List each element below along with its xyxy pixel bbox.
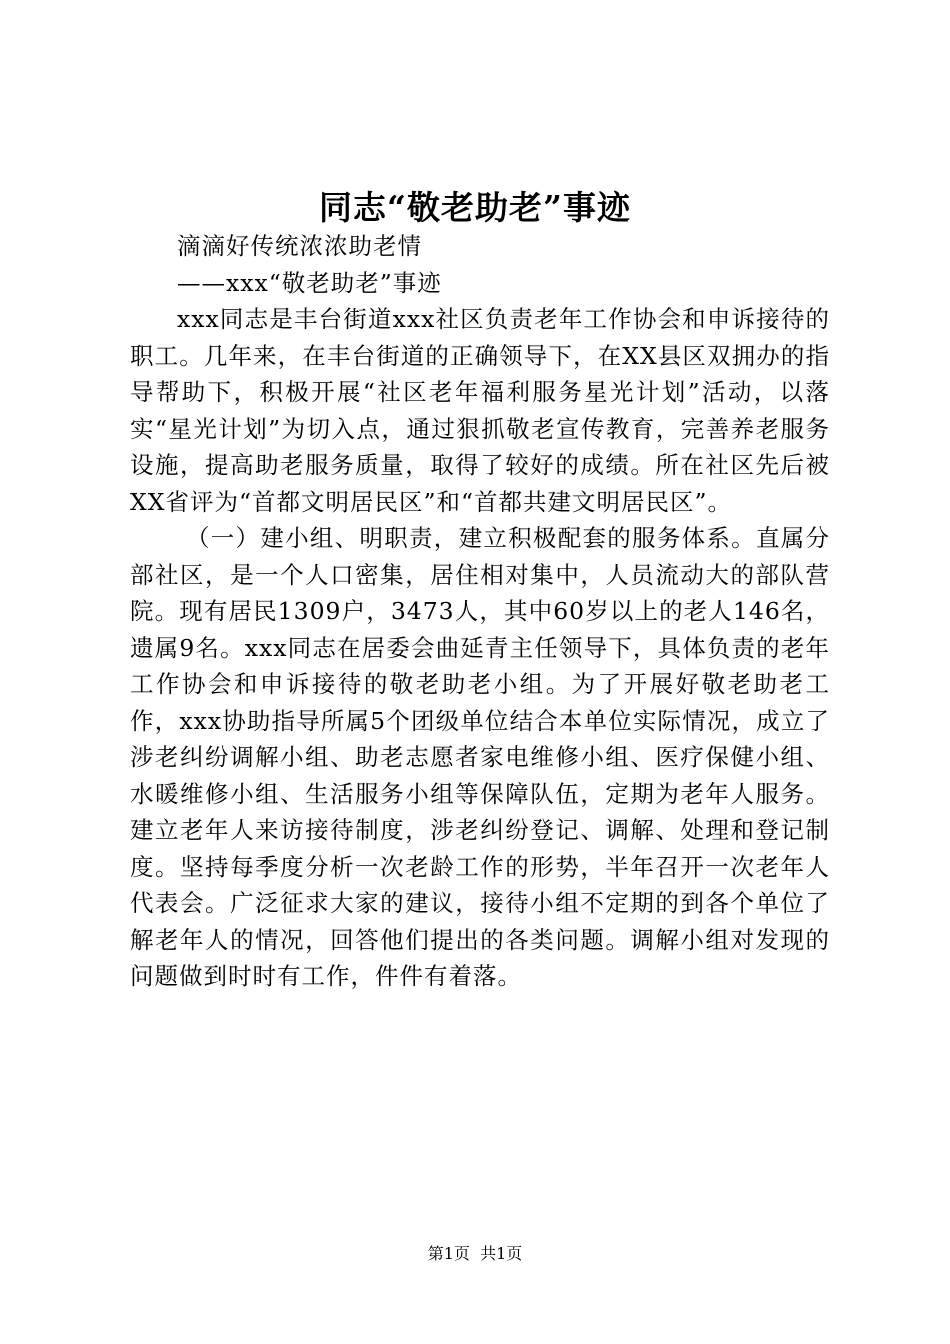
page-footer: 第1页 共1页 [427,1244,523,1263]
paragraph-section-1: （一）建小组、明职责，建立积极配套的服务体系。直属分部社区，是一个人口密集，居住相对集中，人员流动大的部队营院。现有居民1309户，3473人，其中60岁以上的老人146名，遗属9名。xxx同志在居委会曲延青主任领导下，具体负责的老年工作协会和申诉接待的敬老助老小组。为了开展好敬老助老工作，xxx协助指导所属5个团级单位结合本单位实际情况，成立了涉老纠纷调解小组、助老志愿者家电维修小组、医疗保健小组、水暖维修小组、生活服务小组等保障队伍，定期为老年人服务。建立老年人来访接待制度，涉老纠纷登记、调解、处理和登记制度。坚持每季度分析一次老龄工作的形势，半年召开一次老年人代表会。广泛征求大家的建议，接待小组不定期的到各个单位了解老年人的情况，回答他们提出的各类问题。调解小组对发现的问题做到时时有工作，件件有着落。 [130,524,830,990]
subtitle-line-2: ——xxx“敬老助老”事迹 [177,268,442,297]
subtitle-line-1: 滴滴好传统浓浓助老情 [177,232,422,260]
document-body [130,228,830,995]
paragraph-intro: xxx同志是丰台街道xxx社区负责老年工作协会和申诉接待的职工。几年来，在丰台街道的正确领导下，在XX县区双拥办的指导帮助下，积极开展“社区老年福利服务星光计划”活动，以落实“星光计划”为切入点，通过狠抓敬老宣传教育，完善养老服务设施，提高助老服务质量，取得了较好的成绩。所在社区先后被XX省评为“首都文明居民区”和“首都共建文明居民区”。 [130,305,830,516]
document-title: 同志“敬老助老”事迹 [319,188,631,227]
